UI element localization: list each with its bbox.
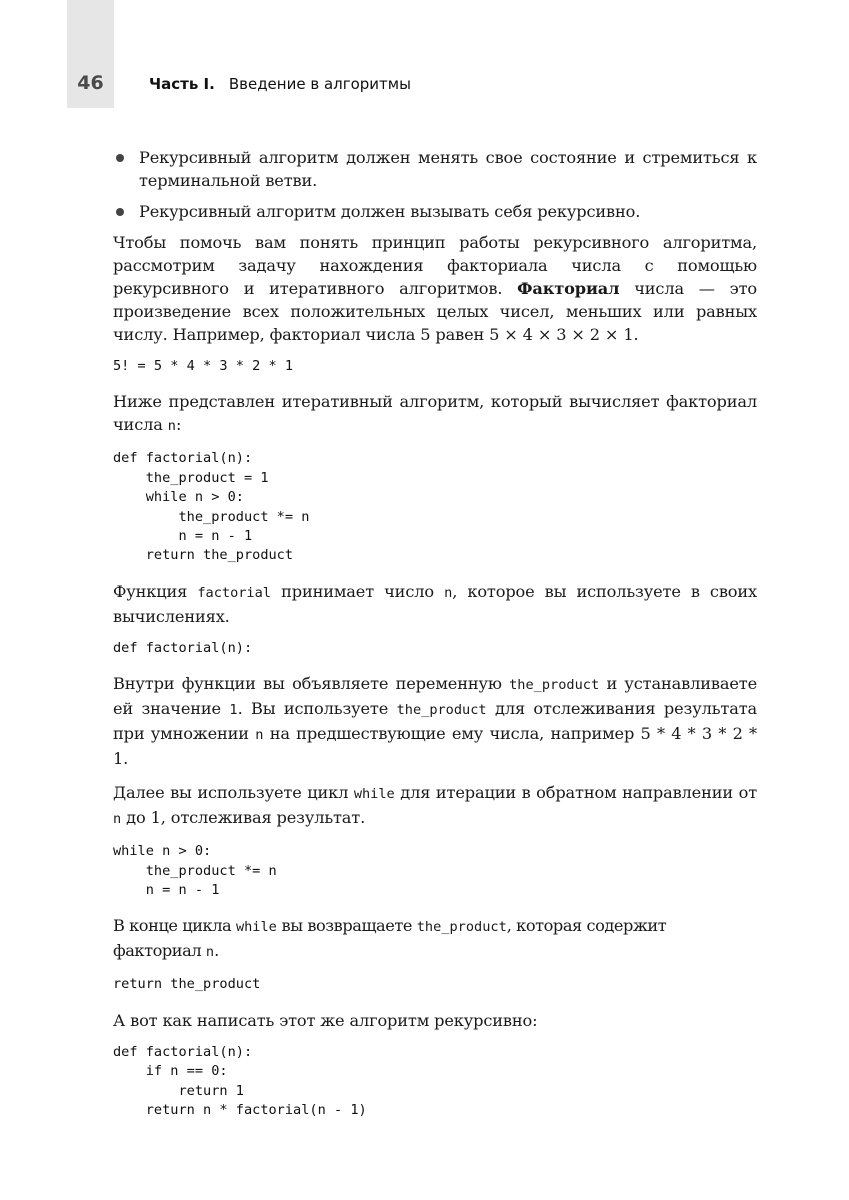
inline-code: n (444, 584, 453, 601)
page-number: 46 (77, 72, 104, 94)
paragraph-while-loop (113, 781, 757, 831)
text-span: , которая содержит факториал (113, 916, 667, 961)
text-span: . (214, 941, 219, 961)
text-span: вы возвращаете (276, 916, 417, 936)
code-block-def: def factorial(n): (113, 639, 253, 656)
code-block-recursive: def factorial(n): if n == 0: return 1 return n * factorial(n - 1) (113, 1043, 367, 1119)
text-span: числа — это произведение всех положительных целых чисел, меньших или равных числу. Например, факториал числа 5 равен 5 × 4 × 3 × 2 × 1. (113, 279, 757, 344)
text-span: на предшествующие ему числа, например 5 * 4 * 3 * 2 * 1. (113, 724, 758, 769)
inline-code: the_product (396, 702, 487, 719)
inline-code: the_product (416, 919, 507, 936)
code-block-return: return the_product (113, 976, 261, 993)
text-span: до 1, отслеживая результат. (121, 808, 366, 828)
part-label: Часть I. (149, 75, 215, 93)
text-span: Ниже представлен итеративный алгоритм, который вычисляет факториал числа (113, 392, 757, 435)
list-item-text: Рекурсивный алгоритм должен вызывать себя рекурсивно. (139, 202, 641, 221)
bullet-icon (116, 208, 124, 216)
bullet-icon (116, 154, 124, 162)
running-header (149, 75, 411, 93)
paragraph-factorial-intro (113, 231, 757, 346)
text-span: В конце цикла (113, 916, 236, 936)
paragraph-return (113, 914, 757, 964)
inline-code: n (167, 418, 176, 435)
inline-code: 1 (229, 702, 238, 719)
page-body (113, 146, 757, 1135)
text-span: принимает число (271, 581, 445, 601)
list-item (113, 200, 757, 223)
inline-code: factorial (197, 584, 271, 601)
text-span: Чтобы помочь вам понять принцип работы рекурсивного алгоритма, рассмотрим задачу нахождения факториала числа с помощью рекурсивного и итеративного алгоритмов. (113, 233, 757, 298)
code-block-while: while n > 0: the_product *= n n = n - 1 (113, 843, 277, 899)
list-item-text: Рекурсивный алгоритм должен менять свое состояние и стремиться к терминальной ветви. (139, 148, 757, 190)
list-item (113, 146, 757, 192)
text-span: Функция (113, 581, 198, 601)
paragraph-function-param (113, 580, 757, 628)
inline-code: while (353, 786, 395, 803)
text-span: для итерации в обратном направлении от (394, 783, 757, 803)
inline-code: n (205, 944, 215, 961)
inline-code: the_product (509, 677, 600, 694)
text-span: для отслеживания результата при умножении (113, 699, 758, 744)
paragraph-variable (113, 672, 757, 770)
text-span: , которое вы используете в своих вычислениях. (113, 581, 757, 626)
code-block-formula: 5! = 5 * 4 * 3 * 2 * 1 (113, 358, 294, 374)
chapter-title: Введение в алгоритмы (228, 75, 411, 93)
code-block-iterative: def factorial(n): the_product = 1 while n > 0: the_product *= n n = n - 1 return the_product (113, 450, 310, 564)
inline-code: n (255, 727, 264, 744)
inline-code: n (113, 811, 122, 828)
paragraph-recursive-intro: А вот как написать этот же алгоритм рекурсивно: (113, 1010, 538, 1030)
text-span: Внутри функции вы объявляете переменную (113, 674, 510, 694)
paragraph-iterative-intro (113, 390, 757, 438)
bullet-list (113, 146, 757, 223)
text-span: Далее вы используете цикл (113, 783, 354, 803)
text-span: . Вы используете (237, 699, 397, 719)
text-span: и устанавливаете ей значение (113, 674, 757, 719)
text-span: : (175, 415, 182, 435)
inline-code: while (235, 919, 277, 936)
term-bold: Факториал (517, 279, 620, 298)
